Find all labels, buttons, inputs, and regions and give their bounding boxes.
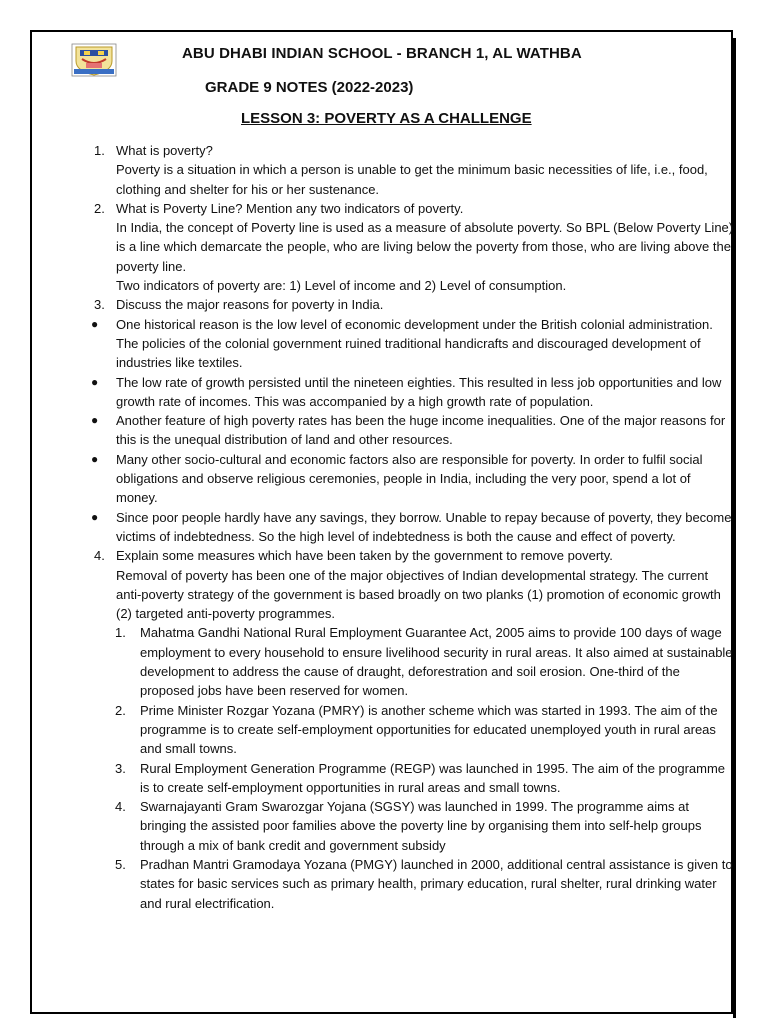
scheme-text: Prime Minister Rozgar Yozana (PMRY) is another scheme which was started in 1993. The aim of the programme is to create self-employment opportunities for educated unemployed youth in rural areas and small towns. xyxy=(140,702,718,757)
scheme-text: Swarnajayanti Gram Swarozgar Yojana (SGSY) was launched in 1999. The programme aims at bringing the assisted poor families above the poverty line by organising them into self-help groups through a mix of bank credit and government subsidy xyxy=(140,799,702,853)
lesson-title: LESSON 3: POVERTY AS A CHALLENGE xyxy=(241,110,532,127)
question-text: Explain some measures which have been taken by the government to remove poverty. xyxy=(116,548,613,564)
scheme-text: Mahatma Gandhi National Rural Employment Guarantee Act, 2005 aims to provide 100 days of wage employment to every household to ensure livelihood security in rural areas. It also aimed at sustainable development to address the cause of draught, deforestration and soil erosion. One-third of the proposed jobs have been reserved for women. xyxy=(140,625,733,699)
bullet-icon: ● xyxy=(91,374,99,389)
bullet-text: One historical reason is the low level of economic development under the British colonial administration. The policies of the colonial government ruined traditional handicrafts and discouraged development of industries like textiles. xyxy=(116,316,713,371)
scheme-item xyxy=(88,623,734,700)
scheme-text: Rural Employment Generation Programme (REGP) was launched in 1995. The aim of the programme is to create self-employment opportunities in rural areas and small towns. xyxy=(140,760,726,795)
reason-bullet xyxy=(88,411,734,450)
reason-bullet xyxy=(88,508,734,547)
school-name: ABU DHABI INDIAN SCHOOL - BRANCH 1, AL WATHBA xyxy=(182,45,582,62)
bullet-text: Another feature of high poverty rates has been the huge income inequalities. One of the major reasons for this is the unequal distribution of land and other resources. xyxy=(116,413,726,448)
question-4 xyxy=(88,546,734,623)
scheme-item xyxy=(88,759,734,798)
scheme-number: 1. xyxy=(115,625,126,641)
question-text: Discuss the major reasons for poverty in India. xyxy=(116,297,384,313)
bullet-text: Since poor people hardly have any savings, they borrow. Unable to repay because of poverty, they become victims of indebtedness. So the high level of indebtedness is both the cause and effect of poverty. xyxy=(116,509,732,544)
scheme-item xyxy=(88,855,734,913)
scheme-number: 5. xyxy=(115,856,126,872)
school-logo xyxy=(70,43,118,77)
answer-text: In India, the concept of Poverty line is used as a measure of absolute poverty. So BPL (Below Poverty Line) is a line which demarcate the people, who are living below the poverty from those, who are living above the poverty line. xyxy=(116,220,734,274)
question-2 xyxy=(88,199,734,295)
reason-bullet xyxy=(88,450,734,508)
scheme-number: 3. xyxy=(115,760,126,776)
bullet-text: Many other socio-cultural and economic factors also are responsible for poverty. In order to fulfil social obligations and observe religious ceremonies, people in India, including the very poor, spend a lot of money. xyxy=(116,451,703,506)
question-number: 2. xyxy=(94,200,105,216)
question-1 xyxy=(88,141,734,199)
question-number: 1. xyxy=(94,143,105,158)
scheme-number: 4. xyxy=(115,799,126,815)
reason-bullet xyxy=(88,373,734,412)
question-number: 3. xyxy=(94,297,105,313)
scheme-item xyxy=(88,797,734,855)
bullet-icon: ● xyxy=(91,316,99,331)
question-3 xyxy=(88,295,734,314)
reason-bullet xyxy=(88,315,734,373)
scheme-number: 2. xyxy=(115,702,126,718)
scheme-item xyxy=(88,701,734,759)
grade-title: GRADE 9 NOTES (2022-2023) xyxy=(205,79,414,96)
answer-text: Poverty is a situation in which a person is unable to get the minimum basic necessities of life, i.e., food, clothing and shelter for his or her sustenance. xyxy=(116,162,708,197)
notes-content xyxy=(88,141,734,913)
question-number: 4. xyxy=(94,548,105,564)
bullet-text: The low rate of growth persisted until the nineteen eighties. This resulted in less job opportunities and low growth rate of incomes. This was accompanied by a high growth rate of population. xyxy=(116,374,722,409)
bullet-icon: ● xyxy=(91,451,99,466)
bullet-icon: ● xyxy=(91,413,99,428)
question-text: What is Poverty Line? Mention any two indicators of poverty. xyxy=(116,200,464,216)
answer-text: Removal of poverty has been one of the major objectives of Indian developmental strategy. The current anti-poverty strategy of the government is based broadly on two planks (1) promotion of economic growth (2) targeted anti-poverty programmes. xyxy=(116,567,721,622)
question-text: What is poverty? xyxy=(116,143,213,158)
answer-text: Two indicators of poverty are: 1) Level of income and 2) Level of consumption. xyxy=(116,278,567,294)
bullet-icon: ● xyxy=(91,509,99,524)
scheme-text: Pradhan Mantri Gramodaya Yozana (PMGY) launched in 2000, additional central assistance is given to states for basic services such as primary health, primary education, rural shelter, rural drinking water and rural electrification. xyxy=(140,856,733,911)
